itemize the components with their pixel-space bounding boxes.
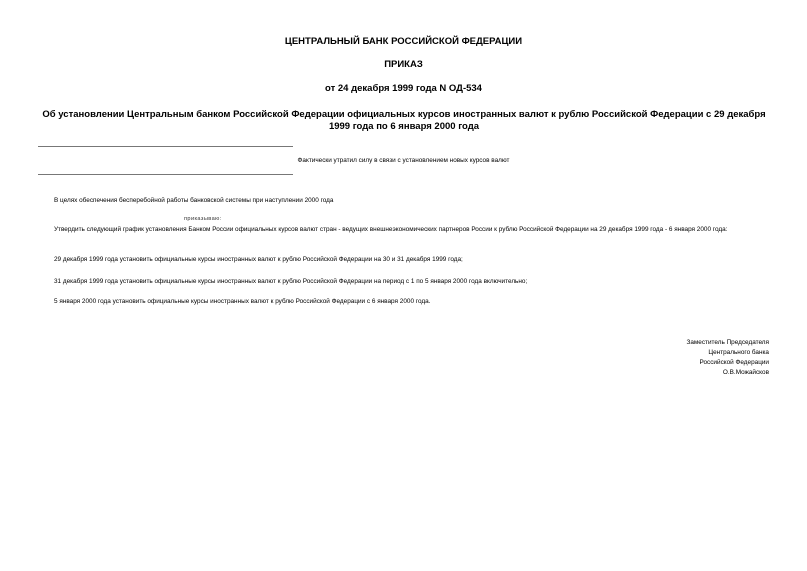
main-paragraph: Утвердить следующий график установления Банком России официальных курсов валют стран - ведущих внешнеэкономических партнеров России к рублю Российской Федерации на 29 декабря 1999 года - 6 января 2000 года:	[54, 226, 728, 233]
signatory-organization: Центрального банка	[708, 349, 769, 356]
divider-bottom	[38, 174, 293, 175]
signatory-name: О.В.Можайсков	[722, 369, 769, 376]
document-type-heading: ПРИКАЗ	[384, 59, 423, 70]
signatory-position: Заместитель Председателя	[686, 339, 769, 346]
divider-top	[38, 146, 293, 147]
status-note: Фактически утратил силу в связи с установлением новых курсов валют	[297, 157, 510, 164]
document-title: Об установлении Центральным банком Российской Федерации официальных курсов иностранных валют к рублю Российской Федерации с 29 декабря 1999 года по 6 января 2000 года	[42, 109, 766, 132]
schedule-item-2: 31 декабря 1999 года установить официальные курсы иностранных валют к рублю Российской Федерации на период с 1 по 5 января 2000 года включительно;	[54, 278, 528, 285]
issuer-heading: ЦЕНТРАЛЬНЫЙ БАНК РОССИЙСКОЙ ФЕДЕРАЦИИ	[284, 36, 523, 47]
schedule-item-1: 29 декабря 1999 года установить официальные курсы иностранных валют к рублю Российской Федерации на 30 и 31 декабря 1999 года;	[54, 256, 463, 263]
signatory-organization-country: Российской Федерации	[699, 359, 769, 366]
preamble-paragraph: В целях обеспечения бесперебойной работы банковской системы при наступлении 2000 года	[54, 197, 334, 204]
order-word: приказываю:	[184, 216, 222, 222]
date-number-heading: от 24 декабря 1999 года N ОД-534	[325, 83, 482, 94]
schedule-item-3: 5 января 2000 года установить официальные курсы иностранных валют к рублю Российской Федерации с 6 января 2000 года.	[54, 298, 431, 305]
